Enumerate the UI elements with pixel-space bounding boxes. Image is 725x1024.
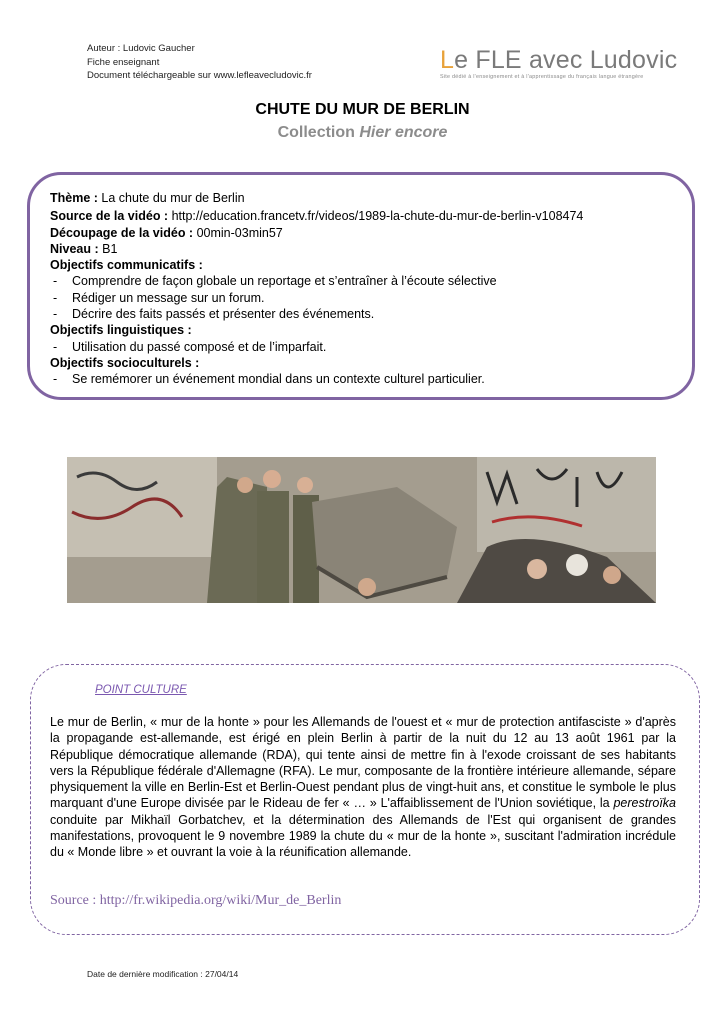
header-meta [87, 42, 312, 83]
list-item: - Rédiger un message sur un forum. [50, 290, 672, 306]
culture-text-rest: conduite par Mikhaïl Gorbatchev, et la détermination des Allemands de l'Est qui organisent de grandes manifestations, provoquent le 9 novembre 1989 la chute du « mur de la honte », suscitant l'admiration incrédule du « Monde libre » et ouvrant la voie à la réunification allemande. [50, 812, 676, 860]
logo-wordmark [440, 47, 690, 73]
comm-heading: Objectifs communicatifs : [50, 258, 203, 273]
culture-source-link[interactable]: Source : http://fr.wikipedia.org/wiki/Mur_de_Berlin [50, 893, 342, 908]
berlin-wall-photo [67, 457, 656, 603]
theme-label: Thème : [50, 191, 98, 205]
theme-value: La chute du mur de Berlin [101, 191, 245, 205]
subtitle-prefix: Collection [277, 124, 355, 141]
theme-row [50, 190, 672, 206]
culture-text-intro: Le mur de Berlin, « mur de la honte » pour les Allemands de l'ouest et « mur de protection antifasciste » d'après la propagande est-allemande, est érigé en plein Berlin à partir de la nuit du 12 au 13 août 1961 par la République démocratique allemande (RDA), qui tente ainsi de mettre fin à l'exode croissant de ses habitants vers la République fédérale d'Allemagne (RFA). Le mur, composante de la frontière intérieure allemande, sépare physiquement la ville en Berlin-Est et Berlin-Ouest pendant plus de vingt-huit ans, et constitue le symbole le plus marquant d'une Europe divisée par le Rideau de fer « … » L'affaiblissement de l'Union soviétique, la [50, 715, 676, 811]
culture-paragraph [50, 714, 676, 861]
cut-value: 00min-03min57 [196, 225, 283, 240]
socio-list [50, 371, 672, 387]
ling-heading: Objectifs linguistiques : [50, 323, 192, 338]
site-logo [440, 47, 690, 80]
cut-label: Découpage de la vidéo : [50, 225, 194, 240]
subtitle-collection: Hier encore [359, 124, 448, 141]
ling-list [50, 339, 672, 355]
culture-text-italic: perestroïka [613, 796, 676, 811]
level-value: B1 [102, 241, 118, 256]
list-item: - Se remémorer un événement mondial dans un contexte culturel particulier. [50, 371, 672, 387]
lesson-info-box [27, 172, 695, 400]
source-row [50, 208, 672, 224]
comm-list [50, 273, 672, 322]
level-row [50, 241, 672, 257]
photo-illustration [67, 457, 656, 603]
list-item: - Décrire des faits passés et présenter des événements. [50, 306, 672, 322]
culture-heading[interactable]: POINT CULTURE [95, 684, 187, 696]
author-line: Auteur : Ludovic Gaucher [87, 43, 195, 54]
logo-initial: L [440, 46, 455, 74]
source-url[interactable]: http://education.francetv.fr/videos/1989-la-chute-du-mur-de-berlin-v108474 [171, 209, 584, 224]
sheet-type-line: Fiche enseignant [87, 56, 160, 68]
list-item: - Comprendre de façon globale un reportage et s’entraîner à l’écoute sélective [50, 273, 672, 289]
logo-tagline: Site dédié à l'enseignement et à l'apprentissage du français langue étrangère [440, 74, 644, 80]
list-item: - Utilisation du passé composé et de l’imparfait. [50, 339, 672, 355]
page-subtitle [0, 124, 725, 142]
footer-date: Date de dernière modification : 27/04/14 [87, 969, 239, 979]
level-label: Niveau : [50, 241, 99, 256]
page-title: CHUTE DU MUR DE BERLIN [255, 101, 470, 118]
cut-row [50, 225, 672, 241]
logo-text: e FLE avec Ludovic [454, 46, 678, 74]
socio-heading: Objectifs socioculturels : [50, 355, 200, 370]
source-label: Source de la vidéo : [50, 209, 169, 224]
download-line: Document téléchargeable sur www.lefleavecludovic.fr [87, 70, 312, 81]
